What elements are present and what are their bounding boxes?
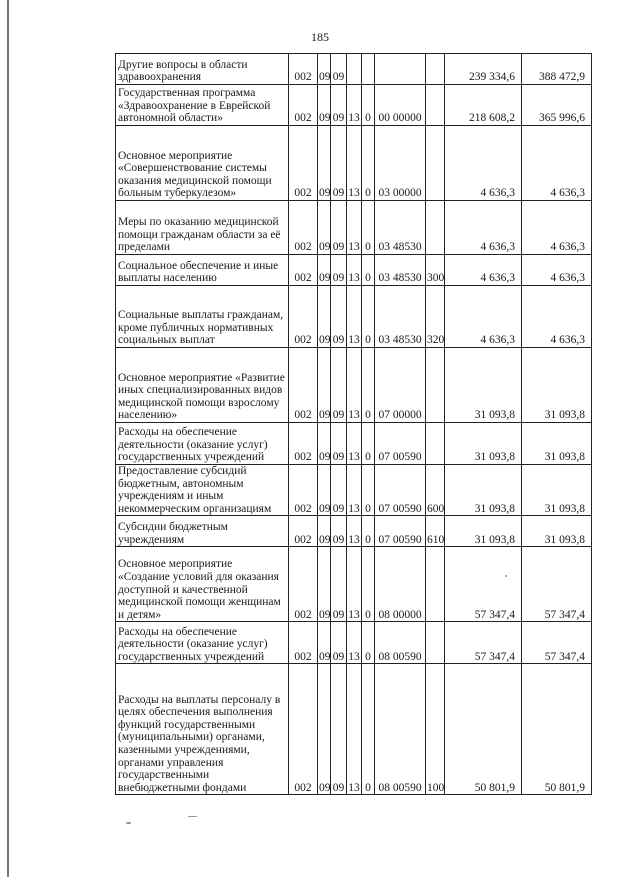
- target-code: 07 00590: [375, 423, 426, 465]
- program-code: [347, 54, 362, 85]
- table-row: [116, 286, 592, 348]
- program-code: 13: [347, 85, 362, 126]
- target-code: 03 48530: [375, 201, 426, 255]
- admin-code: 002: [289, 465, 318, 516]
- table-row: [116, 622, 592, 664]
- admin-code: 002: [289, 126, 318, 201]
- expense-type-code: 100: [426, 664, 445, 795]
- subsection-code: 09: [331, 85, 347, 126]
- expense-type-code: [426, 423, 445, 465]
- scan-speck: [505, 575, 507, 577]
- row-name: Расходы на обеспечение деятельности (оказание услуг) государственных учреждений: [116, 622, 289, 664]
- scan-speck: [188, 816, 197, 817]
- program-code: 13: [347, 516, 362, 547]
- subsection-code: 09: [331, 622, 347, 664]
- section-code: 09: [318, 126, 331, 201]
- target-code: 03 48530: [375, 255, 426, 286]
- program-code: 13: [347, 255, 362, 286]
- amount-year-1: 4 636,3: [445, 201, 522, 255]
- subprogram-code: 0: [362, 465, 375, 516]
- subprogram-code: 0: [362, 516, 375, 547]
- subprogram-code: 0: [362, 85, 375, 126]
- expense-type-code: 300: [426, 255, 445, 286]
- amount-year-2: 4 636,3: [522, 126, 592, 201]
- subprogram-code: 0: [362, 547, 375, 622]
- section-code: 09: [318, 465, 331, 516]
- target-code: 08 00000: [375, 547, 426, 622]
- section-code: 09: [318, 423, 331, 465]
- subprogram-code: 0: [362, 126, 375, 201]
- row-name: Расходы на обеспечение деятельности (оказание услуг) государственных учреждений: [116, 423, 289, 465]
- expense-type-code: [426, 622, 445, 664]
- expense-type-code: [426, 547, 445, 622]
- row-name: Основное мероприятие «Развитие иных специализированных видов медицинской помощи взрослому населению»: [116, 348, 289, 423]
- target-code: 07 00590: [375, 465, 426, 516]
- amount-year-1: 57 347,4: [445, 547, 522, 622]
- program-code: 13: [347, 664, 362, 795]
- subprogram-code: 0: [362, 348, 375, 423]
- target-code: 07 00590: [375, 516, 426, 547]
- admin-code: 002: [289, 516, 318, 547]
- program-code: 13: [347, 348, 362, 423]
- amount-year-2: 57 347,4: [522, 622, 592, 664]
- admin-code: 002: [289, 547, 318, 622]
- target-code: 08 00590: [375, 622, 426, 664]
- table-body: [116, 54, 592, 795]
- amount-year-1: 57 347,4: [445, 622, 522, 664]
- subprogram-code: 0: [362, 423, 375, 465]
- admin-code: 002: [289, 664, 318, 795]
- subsection-code: 09: [331, 547, 347, 622]
- table-row: [116, 85, 592, 126]
- page-number: 185: [311, 30, 329, 44]
- program-code: 13: [347, 201, 362, 255]
- amount-year-1: 31 093,8: [445, 465, 522, 516]
- binder-edge: [7, 0, 9, 877]
- subprogram-code: 0: [362, 286, 375, 348]
- subsection-code: 09: [331, 423, 347, 465]
- target-code: 08 00590: [375, 664, 426, 795]
- subsection-code: 09: [331, 516, 347, 547]
- section-code: 09: [318, 255, 331, 286]
- expense-type-code: [426, 85, 445, 126]
- section-code: 09: [318, 516, 331, 547]
- subsection-code: 09: [331, 286, 347, 348]
- table-row: [116, 54, 592, 85]
- row-name: Основное мероприятие «Совершенствование системы оказания медицинской помощи больным туберкулезом»: [116, 126, 289, 201]
- row-name: Расходы на выплаты персоналу в целях обеспечения выполнения функций государственными (муниципальными) органами, казенными учреждениями, органами управления государственными внебюджетными фондами: [116, 664, 289, 795]
- section-code: 09: [318, 286, 331, 348]
- admin-code: 002: [289, 201, 318, 255]
- program-code: 13: [347, 126, 362, 201]
- expense-type-code: [426, 126, 445, 201]
- section-code: 09: [318, 348, 331, 423]
- section-code: 09: [318, 54, 331, 85]
- amount-year-1: 4 636,3: [445, 255, 522, 286]
- target-code: 03 00000: [375, 126, 426, 201]
- target-code: 07 00000: [375, 348, 426, 423]
- scan-speck: [126, 822, 131, 824]
- subprogram-code: 0: [362, 201, 375, 255]
- row-name: Другие вопросы в области здравоохранения: [116, 54, 289, 85]
- budget-table: [115, 53, 592, 795]
- amount-year-1: 31 093,8: [445, 516, 522, 547]
- table-row: [116, 516, 592, 547]
- target-code: 00 00000: [375, 85, 426, 126]
- subprogram-code: 0: [362, 622, 375, 664]
- row-name: Государственная программа «Здравоохранение в Еврейской автономной области»: [116, 85, 289, 126]
- program-code: 13: [347, 423, 362, 465]
- amount-year-1: 4 636,3: [445, 286, 522, 348]
- amount-year-2: 31 093,8: [522, 348, 592, 423]
- table-row: [116, 201, 592, 255]
- expense-type-code: 320: [426, 286, 445, 348]
- amount-year-2: 57 347,4: [522, 547, 592, 622]
- amount-year-2: 4 636,3: [522, 201, 592, 255]
- program-code: 13: [347, 547, 362, 622]
- amount-year-1: 50 801,9: [445, 664, 522, 795]
- admin-code: 002: [289, 286, 318, 348]
- amount-year-1: 239 334,6: [445, 54, 522, 85]
- section-code: 09: [318, 664, 331, 795]
- amount-year-2: 31 093,8: [522, 516, 592, 547]
- amount-year-1: 31 093,8: [445, 348, 522, 423]
- amount-year-1: 31 093,8: [445, 423, 522, 465]
- row-name: Социальное обеспечение и иные выплаты населению: [116, 255, 289, 286]
- amount-year-2: 4 636,3: [522, 255, 592, 286]
- subsection-code: 09: [331, 465, 347, 516]
- amount-year-2: 388 472,9: [522, 54, 592, 85]
- amount-year-1: 4 636,3: [445, 126, 522, 201]
- program-code: 13: [347, 465, 362, 516]
- section-code: 09: [318, 201, 331, 255]
- subprogram-code: 0: [362, 664, 375, 795]
- row-name: Предоставление субсидий бюджетным, автономным учреждениям и иным некоммерческим организациям: [116, 465, 289, 516]
- subsection-code: 09: [331, 126, 347, 201]
- section-code: 09: [318, 85, 331, 126]
- admin-code: 002: [289, 423, 318, 465]
- subsection-code: 09: [331, 664, 347, 795]
- amount-year-2: 50 801,9: [522, 664, 592, 795]
- admin-code: 002: [289, 622, 318, 664]
- row-name: Социальные выплаты гражданам, кроме публичных нормативных социальных выплат: [116, 286, 289, 348]
- amount-year-2: 31 093,8: [522, 465, 592, 516]
- expense-type-code: 610: [426, 516, 445, 547]
- subsection-code: 09: [331, 255, 347, 286]
- target-code: [375, 54, 426, 85]
- table-row: [116, 465, 592, 516]
- table-row: [116, 255, 592, 286]
- row-name: Меры по оказанию медицинской помощи гражданам области за её пределами: [116, 201, 289, 255]
- admin-code: 002: [289, 54, 318, 85]
- expense-type-code: [426, 54, 445, 85]
- amount-year-1: 218 608,2: [445, 85, 522, 126]
- program-code: 13: [347, 286, 362, 348]
- subsection-code: 09: [331, 54, 347, 85]
- admin-code: 002: [289, 85, 318, 126]
- subprogram-code: [362, 54, 375, 85]
- row-name: Основное мероприятие «Создание условий для оказания доступной и качественной медицинской помощи женщинам и детям»: [116, 547, 289, 622]
- amount-year-2: 4 636,3: [522, 286, 592, 348]
- table-row: [116, 547, 592, 622]
- section-code: 09: [318, 622, 331, 664]
- table-row: [116, 126, 592, 201]
- subsection-code: 09: [331, 201, 347, 255]
- amount-year-2: 31 093,8: [522, 423, 592, 465]
- amount-year-2: 365 996,6: [522, 85, 592, 126]
- expense-type-code: [426, 201, 445, 255]
- table-row: [116, 664, 592, 795]
- program-code: 13: [347, 622, 362, 664]
- target-code: 03 48530: [375, 286, 426, 348]
- expense-type-code: 600: [426, 465, 445, 516]
- expense-type-code: [426, 348, 445, 423]
- admin-code: 002: [289, 255, 318, 286]
- table-row: [116, 423, 592, 465]
- subsection-code: 09: [331, 348, 347, 423]
- table-row: [116, 348, 592, 423]
- section-code: 09: [318, 547, 331, 622]
- admin-code: 002: [289, 348, 318, 423]
- row-name: Субсидии бюджетным учреждениям: [116, 516, 289, 547]
- subprogram-code: 0: [362, 255, 375, 286]
